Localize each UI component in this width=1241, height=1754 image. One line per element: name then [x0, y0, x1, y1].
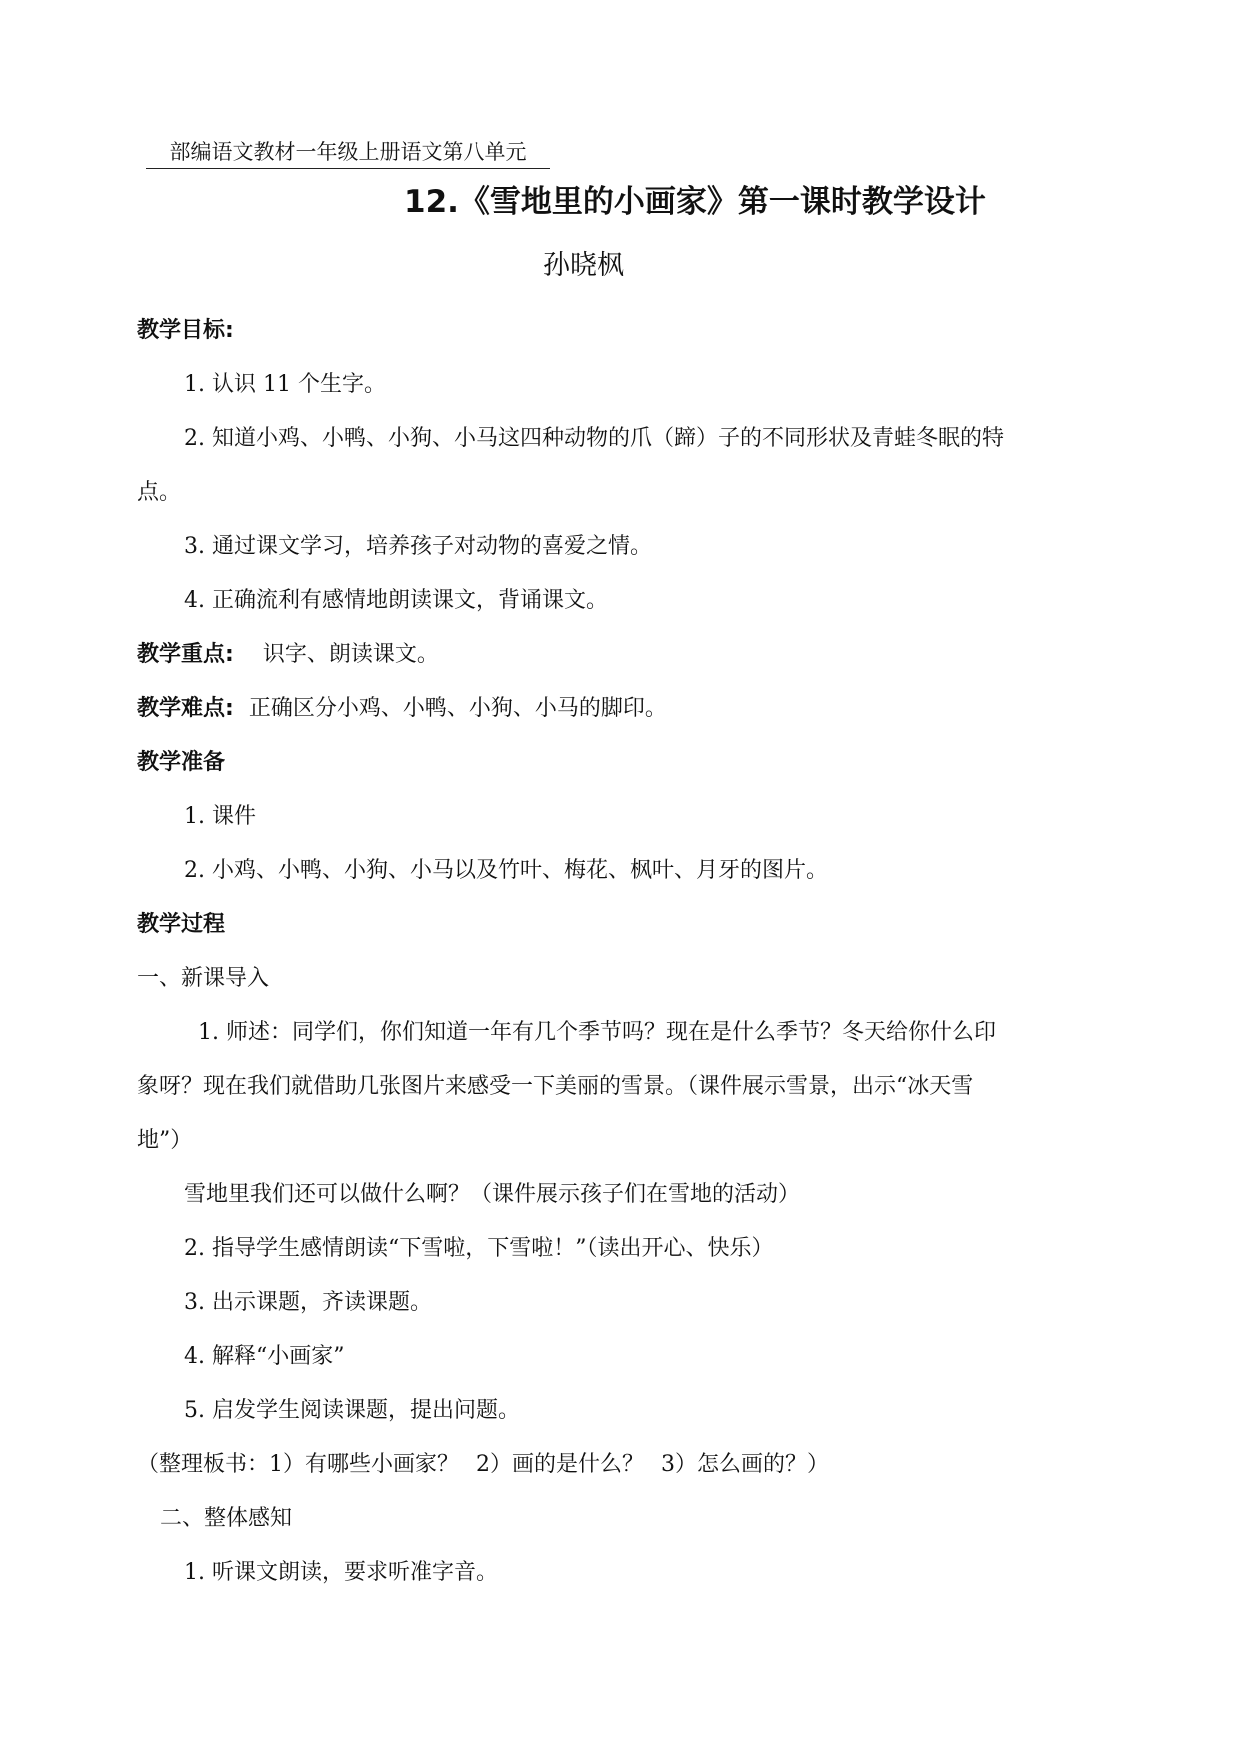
difficulties-text: 正确区分小鸡、小鸭、小狗、小马的脚印。 [248, 696, 667, 721]
key-points-heading: 教学重点: [137, 642, 234, 667]
section-1-heading: 一、新课导入 [137, 966, 270, 991]
process-paragraph-1-end: 地”） [137, 1128, 193, 1153]
preparation-item-2: 2. 小鸡、小鸭、小狗、小马以及竹叶、梅花、枫叶、月牙的图片。 [184, 858, 828, 883]
preparation-heading: 教学准备 [137, 750, 226, 775]
difficulties-heading: 教学难点: [137, 696, 234, 721]
process-item-4: 4. 解释“小画家” [184, 1344, 345, 1369]
objective-item-2: 2. 知道小鸡、小鸭、小狗、小马这四种动物的爪（蹄）子的不同形状及青蛙冬眠的特 [184, 426, 1004, 451]
process-heading: 教学过程 [137, 912, 226, 937]
page-title: 12.《雪地里的小画家》第一课时教学设计 [404, 184, 986, 220]
process-paragraph-1-cont: 象呀？现在我们就借助几张图片来感受一下美丽的雪景。（课件展示雪景，出示“冰天雪 [137, 1074, 974, 1099]
objective-item-1: 1. 认识 11 个生字。 [184, 372, 386, 397]
objective-item-4: 4. 正确流利有感情地朗读课文，背诵课文。 [184, 588, 608, 613]
objective-item-3: 3. 通过课文学习，培养孩子对动物的喜爱之情。 [184, 534, 652, 559]
author-name: 孙晓枫 [543, 250, 624, 281]
process-item-5: 5. 启发学生阅读课题，提出问题。 [184, 1398, 520, 1423]
key-points-text: 识字、朗读课文。 [262, 642, 439, 667]
objectives-heading: 教学目标: [137, 318, 234, 343]
preparation-item-1: 1. 课件 [184, 804, 256, 829]
process-item-2: 2. 指导学生感情朗读“下雪啦，下雪啦！”（读出开心、快乐） [184, 1236, 774, 1261]
process-paragraph-1-extra: 雪地里我们还可以做什么啊？（课件展示孩子们在雪地的活动） [184, 1182, 801, 1207]
objective-item-2-cont: 点。 [137, 480, 182, 505]
difficulties-line [137, 694, 667, 724]
section-2-item-1: 1. 听课文朗读，要求听准字音。 [184, 1560, 498, 1585]
process-paragraph-1: 1. 师述：同学们，你们知道一年有几个季节吗？现在是什么季节？冬天给你什么印 [198, 1020, 996, 1045]
key-points-line [137, 640, 439, 670]
unit-header: 部编语文教材一年级上册语文第八单元 [146, 138, 550, 169]
section-2-heading: 二、整体感知 [160, 1506, 293, 1531]
board-notes: （整理板书：1）有哪些小画家？ 2）画的是什么？ 3）怎么画的？） [137, 1452, 829, 1477]
process-item-3: 3. 出示课题，齐读课题。 [184, 1290, 432, 1315]
